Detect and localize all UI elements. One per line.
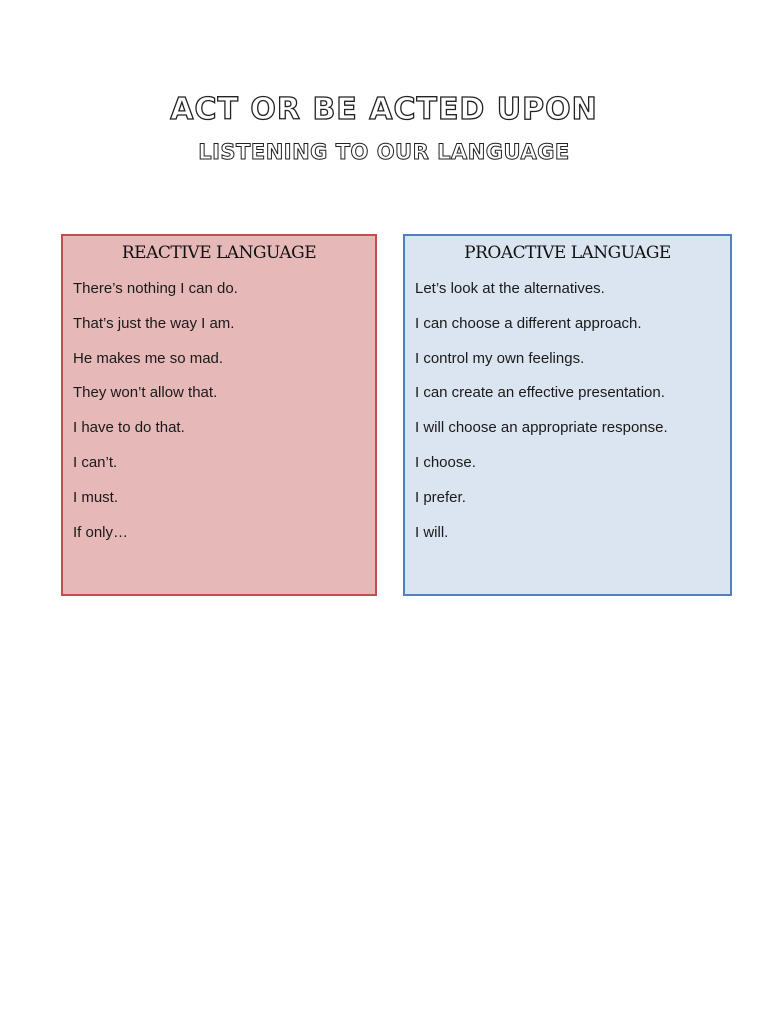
list-item: They won’t allow that. (73, 384, 218, 402)
proactive-list (415, 279, 720, 543)
reactive-language-box (61, 234, 377, 596)
reactive-list (73, 279, 365, 543)
list-item: I can create an effective presentation. (415, 384, 665, 402)
proactive-language-box (403, 234, 732, 596)
list-item: That’s just the way I am. (73, 314, 235, 332)
list-item: There’s nothing I can do. (73, 280, 238, 297)
list-item: Let’s look at the alternatives. (415, 280, 605, 297)
page-title: ACT OR BE ACTED UPON (170, 92, 598, 127)
list-item: I control my own feelings. (415, 349, 585, 367)
list-item: I can choose a different approach. (415, 314, 642, 332)
list-item: I will choose an appropriate response. (415, 419, 668, 437)
list-item: I must. (73, 488, 119, 506)
list-item: I will. (415, 523, 449, 541)
list-item: If only… (73, 523, 129, 541)
list-item: I can’t. (73, 453, 118, 471)
list-item: I prefer. (415, 488, 466, 506)
page-subtitle: LISTENING TO OUR LANGUAGE (198, 140, 570, 164)
proactive-heading: PROACTIVE LANGUAGE (464, 243, 671, 263)
reactive-heading: REACTIVE LANGUAGE (121, 243, 317, 263)
list-item: I choose. (415, 453, 476, 471)
list-item: He makes me so mad. (73, 349, 224, 367)
list-item: I have to do that. (73, 419, 185, 437)
